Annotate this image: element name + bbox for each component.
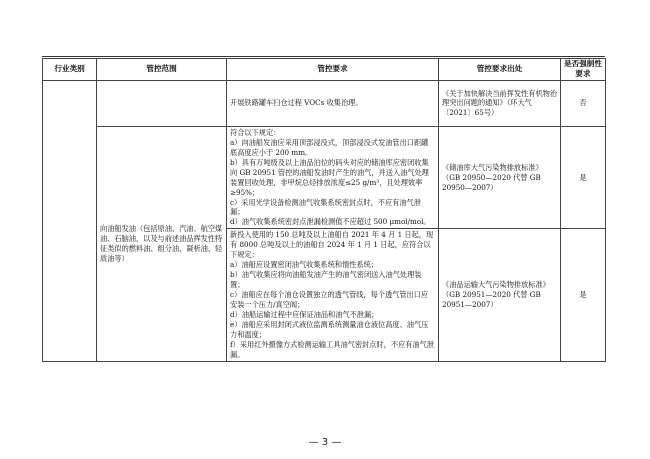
control-requirements-cell	[227, 80, 439, 126]
requirement-line: 符合以下规定：	[230, 127, 281, 137]
table-header-row	[43, 59, 606, 81]
requirement-source-cell: 《关于加快解决当前挥发性有机物治理突出问题的通知》（环大气〔2021〕65号）	[439, 80, 561, 126]
requirement-line: a）油船应设置密闭油气收集系统和惰性系统；	[230, 260, 379, 270]
header-control-requirements: 管控要求	[227, 59, 439, 81]
requirement-line: 新投入使用的 150 总吨及以上油船自 2021 年 4 月 1 日起，现有 8000 总吨及以上的油船自 2024 年 1 月 1 日起，应符合以下规定：	[230, 230, 434, 260]
header-mandatory: 是否强制性要求	[561, 59, 606, 81]
mandatory-cell: 是	[561, 229, 606, 361]
header-requirement-source: 管控要求出处	[439, 59, 561, 81]
requirement-source-cell: 《油品运输大气污染物排放标准》（GB 20951—2020 代替 GB 20951—2007）	[439, 229, 561, 361]
requirement-line: e）油船应采用封闭式液位监测系统测量油仓液位高度、油气压力和温度；	[230, 319, 429, 339]
requirement-line: a）向油船发油应采用顶部浸没式，顶部浸没式发油管出口距罐底高度应小于 200 mm。	[230, 137, 429, 157]
requirement-line: c）油船应在每个油仓设置独立的透气管线，每个透气管出口应安装一个压力/真空阀；	[230, 289, 429, 309]
mandatory-cell: 否	[561, 80, 606, 126]
requirement-source-cell: 《储油库大气污染物排放标准》（GB 20950—2020 代替 GB 20950—2007）	[439, 126, 561, 228]
page-number: — 3 —	[308, 437, 342, 448]
table-row	[43, 126, 606, 228]
control-requirements-table	[42, 58, 606, 362]
table-row	[43, 80, 606, 126]
mandatory-cell: 是	[561, 126, 606, 228]
requirement-line: 开展铁路罐车扫仓过程 VOCs 收集治理。	[230, 98, 363, 108]
requirement-line: f）采用红外摄像方式检测运输工具油气密封点时，不应有油气泄漏。	[230, 339, 434, 359]
control-requirements-cell	[227, 229, 439, 361]
control-scope-cell: 向油船发油（包括原油、汽油、航空煤油、石脑油，以及与前述油品挥发性特征类似的燃料油、组分油、凝析油、轻质油等）	[97, 126, 227, 361]
requirement-line: b）具有万吨级及以上油品泊位的码头对应的储油库应密闭收集向 GB 20951 管控的油船发油时产生的油气，并送入油气处理装置回收处理，非甲烷总烃排放浓度≤25 g/m³，且处理效率≥95%；	[230, 157, 429, 197]
requirement-line: d）油气收集系统密封点泄漏检测值不应超过 500 μmol/mol。	[230, 217, 431, 227]
control-scope-cell	[97, 80, 227, 126]
top-rule	[42, 56, 605, 57]
control-requirements-cell	[227, 126, 439, 228]
requirement-line: b）油气收集应将向油船发油产生的油气密闭送入油气处理装置；	[230, 270, 422, 289]
header-industry-category: 行业类别	[43, 59, 97, 81]
requirement-line: c）采用光学设备检测油气收集系统密封点时，不应有油气泄漏；	[230, 197, 421, 217]
industry-category-cell	[43, 80, 97, 361]
requirement-line: d）油船运输过程中应保证油品和油气不泄漏；	[230, 309, 379, 319]
header-control-scope: 管控范围	[97, 59, 227, 81]
